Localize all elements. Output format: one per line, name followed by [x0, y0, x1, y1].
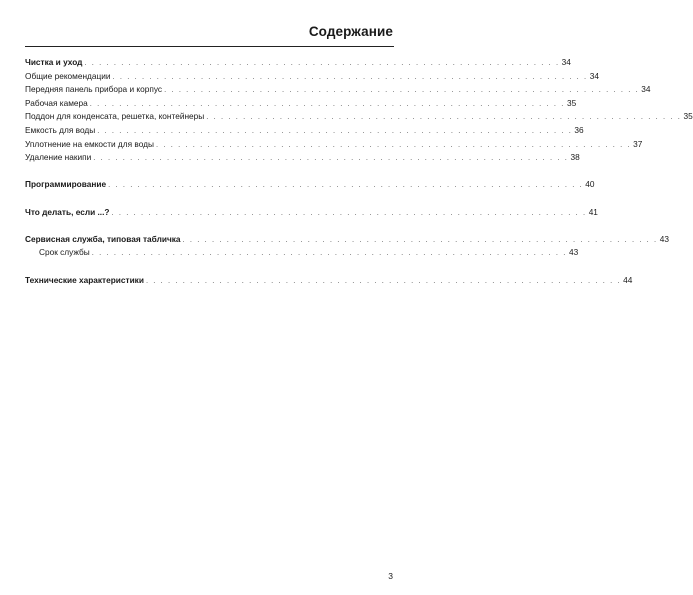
toc-entry-page: 41	[588, 206, 598, 217]
toc-entry-page: 40	[585, 179, 595, 190]
toc-leader-dots: . . . . . . . . . . . . . . . . . . . . . . . . . . . . . . . . . . . . . . . . . . . . . . . . . . . . . . . . . . . . . . . . .	[108, 180, 584, 190]
toc-subentry[interactable]	[25, 138, 643, 152]
toc-section-entry[interactable]	[25, 178, 595, 192]
toc-section-entry[interactable]	[25, 206, 598, 220]
toc-entry-label: Рабочая камера	[25, 97, 88, 108]
toc-section-entry[interactable]	[25, 56, 571, 70]
toc-leader-dots: . . . . . . . . . . . . . . . . . . . . . . . . . . . . . . . . . . . . . . . . . . . . . . . . . . . . . . . . . . . . . . . . .	[155, 139, 632, 149]
header-divider	[25, 46, 394, 47]
toc-entry-label: Срок службы	[39, 247, 90, 258]
toc-entry-page: 43	[659, 233, 669, 244]
toc-leader-dots: . . . . . . . . . . . . . . . . . . . . . . . . . . . . . . . . . . . . . . . . . . . . . . . . . . . . . . . . . . . . . . . . .	[164, 85, 640, 95]
toc-leader-dots: . . . . . . . . . . . . . . . . . . . . . . . . . . . . . . . . . . . . . . . . . . . . . . . . . . . . . . . . . . . . . . . . .	[145, 275, 622, 285]
toc-subentry[interactable]	[25, 124, 584, 138]
toc-subentry[interactable]	[25, 246, 579, 260]
toc-entry-page: 37	[633, 138, 643, 149]
toc-subentry[interactable]	[25, 151, 580, 165]
toc-entry-page: 38	[570, 152, 580, 163]
toc-entry-page: 34	[561, 57, 571, 67]
toc-entry-label: Удаление накипи	[25, 152, 92, 163]
toc-entry-label: Поддон для конденсата, решетка, контейнеры	[25, 111, 205, 122]
page-number: 3	[388, 571, 393, 581]
toc-leader-dots: . . . . . . . . . . . . . . . . . . . . . . . . . . . . . . . . . . . . . . . . . . . . . . . . . . . . . . . . . . . . . . . . .	[89, 98, 565, 108]
toc-subentry[interactable]	[25, 70, 599, 84]
toc-leader-dots: . . . . . . . . . . . . . . . . . . . . . . . . . . . . . . . . . . . . . . . . . . . . . . . . . . . . . . . . . . . . . . . . .	[93, 153, 569, 163]
toc-entry-page: 34	[641, 84, 651, 95]
toc-subentry[interactable]	[25, 97, 577, 111]
table-of-contents	[25, 56, 693, 287]
toc-section-entry[interactable]	[25, 274, 633, 288]
toc-leader-dots: . . . . . . . . . . . . . . . . . . . . . . . . . . . . . . . . . . . . . . . . . . . . . . . . . . . . . . . . . . . . . . . . .	[111, 207, 587, 217]
toc-leader-dots: . . . . . . . . . . . . . . . . . . . . . . . . . . . . . . . . . . . . . . . . . . . . . . . . . . . . . . . . . . . . . . . . .	[84, 58, 560, 67]
toc-entry-label: Программирование	[25, 179, 107, 190]
toc-entry-page: 44	[623, 274, 633, 285]
toc-leader-dots: . . . . . . . . . . . . . . . . . . . . . . . . . . . . . . . . . . . . . . . . . . . . . . . . . . . . . . . . . . . . . . . . .	[112, 71, 588, 81]
toc-spacer	[25, 260, 394, 274]
toc-entry-label: Передняя панель прибора и корпус	[25, 84, 163, 95]
toc-section-entry[interactable]	[25, 233, 669, 247]
toc-entry-page: 43	[568, 247, 579, 258]
toc-spacer	[25, 219, 394, 233]
toc-leader-dots: . . . . . . . . . . . . . . . . . . . . . . . . . . . . . . . . . . . . . . . . . . . . . . . . . . . . . . . . . . . . . . . . .	[91, 248, 567, 258]
toc-entry-page: 35	[683, 111, 693, 122]
toc-entry-page: 36	[574, 124, 584, 135]
toc-entry-label: Емкость для воды	[25, 124, 96, 135]
toc-spacer	[25, 165, 394, 179]
toc-subentry[interactable]	[25, 83, 651, 97]
toc-subentry[interactable]	[25, 110, 693, 124]
toc-entry-label: Уплотнение на емкости для воды	[25, 138, 154, 149]
toc-entry-label: Общие рекомендации	[25, 70, 111, 81]
toc-leader-dots: . . . . . . . . . . . . . . . . . . . . . . . . . . . . . . . . . . . . . . . . . . . . . . . . . . . . . . . . . . . . . . . . .	[206, 112, 682, 122]
toc-spacer	[25, 192, 394, 206]
toc-leader-dots: . . . . . . . . . . . . . . . . . . . . . . . . . . . . . . . . . . . . . . . . . . . . . . . . . . . . . . . . . . . . . . . . .	[97, 125, 573, 135]
toc-entry-label: Технические характеристики	[25, 274, 144, 285]
toc-entry-label: Что делать, если ...?	[25, 206, 110, 217]
toc-entry-page: 34	[589, 70, 599, 81]
toc-entry-label: Сервисная служба, типовая табличка	[25, 233, 181, 244]
toc-entry-label: Чистка и уход	[25, 57, 83, 67]
page-title: Содержание	[308, 24, 393, 39]
toc-entry-page: 35	[566, 97, 577, 108]
toc-leader-dots: . . . . . . . . . . . . . . . . . . . . . . . . . . . . . . . . . . . . . . . . . . . . . . . . . . . . . . . . . . . . . . . . .	[182, 234, 658, 244]
